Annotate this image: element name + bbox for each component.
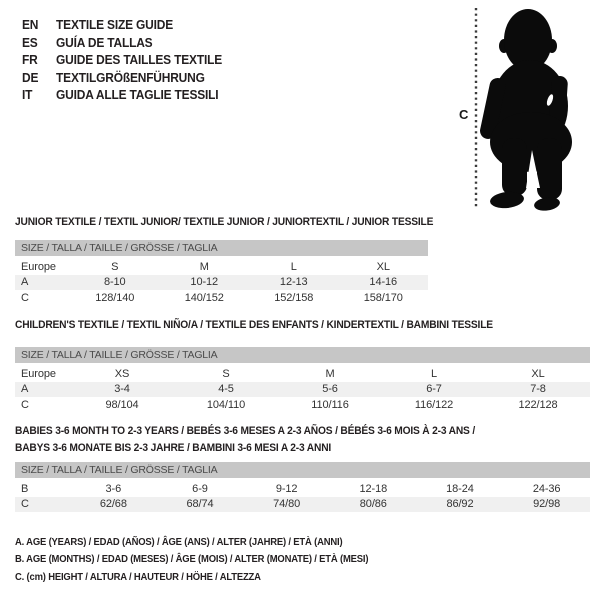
size-cell: M bbox=[199, 260, 209, 273]
babies-textile-section bbox=[15, 423, 590, 512]
table-row bbox=[15, 290, 428, 306]
table-title-line: BABYS 3-6 MONATE BIS 2-3 JAHRE / BAMBINI 3-6 MESI A 2-3 ANNI bbox=[15, 442, 332, 454]
table-title bbox=[15, 319, 550, 332]
row-label: B bbox=[21, 482, 29, 495]
size-cell: 12-18 bbox=[359, 482, 388, 495]
language-row bbox=[22, 69, 222, 87]
size-cell: 74/80 bbox=[243, 497, 330, 513]
size-header-bar bbox=[15, 240, 428, 259]
junior-size-table bbox=[15, 240, 428, 306]
footnote-b: B. AGE (MONTHS) / EDAD (MESES) / ÂGE (MOIS) / ALTER (MONATE) / ETÀ (MESI) bbox=[15, 553, 369, 566]
size-header-label: SIZE / TALLA / TAILLE / GRÖSSE / TAGLIA bbox=[15, 240, 428, 259]
size-cell: 12-13 bbox=[249, 275, 339, 291]
size-cell: L bbox=[290, 260, 297, 273]
language-label: TEXTILE SIZE GUIDE bbox=[56, 17, 174, 32]
footnote-a: A. AGE (YEARS) / EDAD (AÑOS) / ÂGE (ANS) / ALTER (JAHRE) / ETÀ (ANNI) bbox=[15, 536, 343, 548]
size-cell: 86/92 bbox=[417, 497, 504, 513]
size-cell: 8-10 bbox=[70, 275, 160, 291]
table-row bbox=[15, 382, 590, 398]
language-row bbox=[22, 51, 222, 69]
size-cell: 122/128 bbox=[518, 398, 558, 411]
size-cell: 68/74 bbox=[157, 497, 244, 513]
children-textile-section bbox=[15, 319, 590, 413]
size-cell: 4-5 bbox=[174, 382, 278, 398]
babies-size-table bbox=[15, 462, 590, 512]
language-code: DE bbox=[22, 69, 39, 85]
row-label: Europe bbox=[21, 260, 56, 273]
height-label: C bbox=[459, 107, 469, 122]
table-row bbox=[15, 497, 590, 513]
language-list bbox=[22, 16, 222, 104]
size-cell: 110/116 bbox=[311, 398, 349, 411]
table-title bbox=[15, 216, 434, 229]
language-label: GUIDE DES TAILLES TEXTILE bbox=[56, 52, 222, 67]
language-code: IT bbox=[22, 87, 33, 102]
size-cell: 3-4 bbox=[70, 382, 174, 398]
table-row bbox=[15, 275, 428, 291]
baby-silhouette bbox=[450, 0, 600, 215]
baby-silhouette-shape bbox=[479, 9, 572, 212]
language-code: ES bbox=[22, 34, 38, 50]
size-cell: 62/68 bbox=[70, 497, 157, 513]
height-measure-figure bbox=[450, 0, 600, 215]
size-cell: XL bbox=[376, 260, 390, 273]
legend-footnotes bbox=[15, 534, 368, 586]
size-cell: S bbox=[222, 367, 230, 380]
size-cell: S bbox=[111, 260, 119, 273]
children-size-table bbox=[15, 347, 590, 413]
size-cell: XL bbox=[531, 367, 545, 380]
size-cell: 80/86 bbox=[330, 497, 417, 513]
size-cell: 10-12 bbox=[160, 275, 250, 291]
size-cell: 24-36 bbox=[532, 482, 561, 495]
size-header-label: SIZE / TALLA / TAILLE / GRÖSSE / TAGLIA bbox=[15, 462, 590, 481]
size-cell: 3-6 bbox=[105, 482, 122, 495]
size-cell: 9-12 bbox=[275, 482, 298, 495]
size-cell: 104/110 bbox=[206, 398, 246, 411]
footnote-c: C. (cm) HEIGHT / ALTURA / HAUTEUR / HÖHE / ALTEZZA bbox=[15, 570, 261, 583]
table-row bbox=[15, 397, 590, 413]
size-cell: 5-6 bbox=[278, 382, 382, 398]
language-code: FR bbox=[22, 52, 38, 67]
table-title-line: JUNIOR TEXTILE / TEXTIL JUNIOR/ TEXTILE JUNIOR / JUNIORTEXTIL / JUNIOR TESSILE bbox=[15, 216, 434, 228]
table-row bbox=[15, 259, 428, 275]
language-label: TEXTILGRÖßENFÜHRUNG bbox=[56, 69, 205, 85]
size-cell: 18-24 bbox=[446, 482, 474, 495]
size-cell: 158/170 bbox=[363, 291, 403, 304]
size-cell: 140/152 bbox=[184, 291, 224, 304]
row-label: C bbox=[15, 497, 70, 513]
table-title-line: BABIES 3-6 MONTH TO 2-3 YEARS / BEBÉS 3-6 MESES A 2-3 AÑOS / BÉBÉS 3-6 MOIS À 2-3 ANS / bbox=[15, 425, 476, 437]
size-cell: 98/104 bbox=[105, 398, 139, 411]
language-row bbox=[22, 34, 222, 52]
size-header-bar bbox=[15, 462, 590, 481]
language-label: GUÍA DE TALLAS bbox=[56, 34, 153, 50]
language-row bbox=[22, 86, 222, 104]
table-row bbox=[15, 481, 590, 497]
row-label: A bbox=[15, 382, 70, 398]
size-header-bar bbox=[15, 347, 590, 366]
language-code: EN bbox=[22, 17, 39, 32]
size-cell: 92/98 bbox=[503, 497, 590, 513]
table-title-line: CHILDREN'S TEXTILE / TEXTIL NIÑO/A / TEXTILE DES ENFANTS / KINDERTEXTIL / BAMBINI TESSILE bbox=[15, 319, 493, 331]
size-cell: 14-16 bbox=[339, 275, 429, 291]
size-cell: L bbox=[430, 367, 438, 380]
table-title bbox=[15, 423, 550, 457]
size-cell: 6-7 bbox=[382, 382, 486, 398]
size-header-label: SIZE / TALLA / TAILLE / GRÖSSE / TAGLIA bbox=[15, 347, 590, 366]
row-label: C bbox=[21, 398, 29, 411]
size-cell: M bbox=[325, 367, 335, 380]
size-cell: XS bbox=[114, 367, 130, 380]
language-label: GUIDA ALLE TAGLIE TESSILI bbox=[56, 87, 219, 102]
row-label: A bbox=[15, 275, 70, 291]
size-cell: 128/140 bbox=[95, 291, 135, 304]
size-cell: 116/122 bbox=[414, 398, 454, 411]
table-row bbox=[15, 366, 590, 382]
size-cell: 6-9 bbox=[192, 482, 208, 495]
size-cell: 152/158 bbox=[274, 291, 314, 304]
row-label: C bbox=[21, 291, 29, 304]
size-cell: 7-8 bbox=[486, 382, 590, 398]
row-label: Europe bbox=[21, 367, 56, 380]
language-row bbox=[22, 16, 222, 34]
junior-textile-section bbox=[15, 216, 434, 306]
